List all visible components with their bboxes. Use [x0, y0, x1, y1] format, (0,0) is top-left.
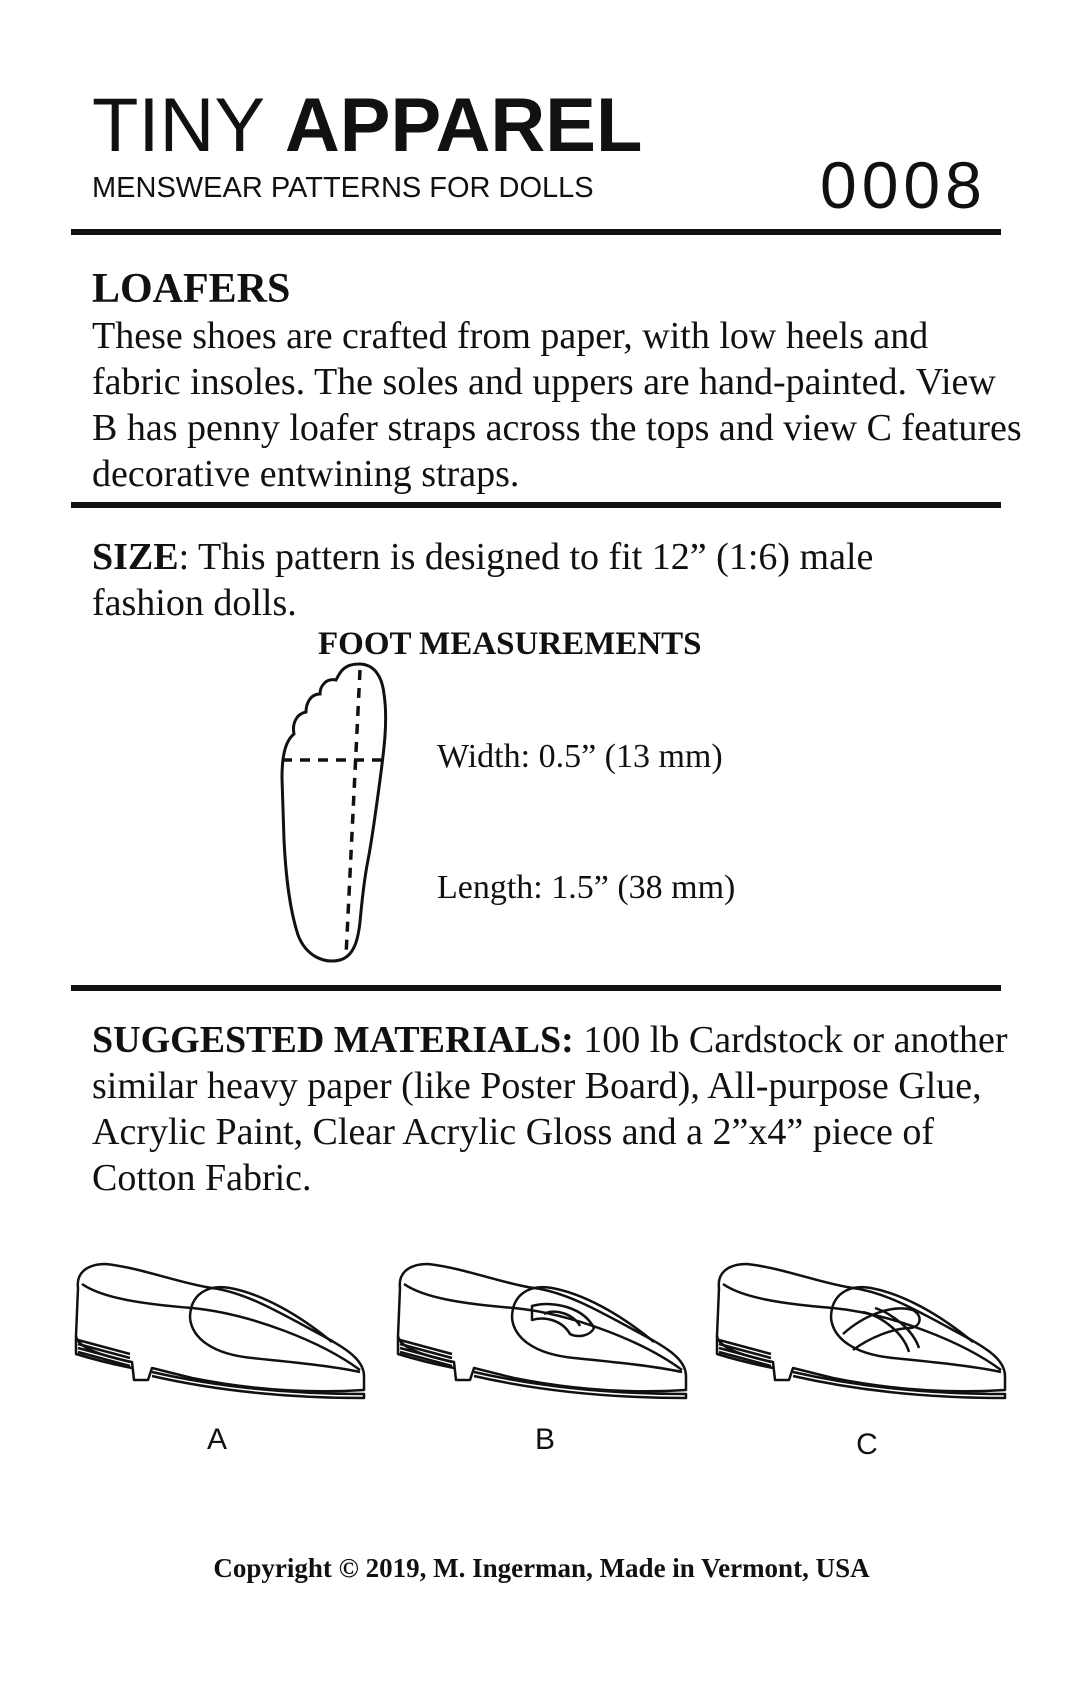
materials-label: SUGGESTED MATERIALS: — [92, 1019, 574, 1061]
brand-subtitle: MENSWEAR PATTERNS FOR DOLLS — [92, 172, 594, 204]
brand-title-bold: APPAREL — [284, 83, 643, 168]
foot-length-measurement: Length: 1.5” (38 mm) — [437, 869, 736, 906]
divider-size — [71, 985, 1001, 991]
foot-outline-icon — [276, 660, 406, 970]
brand-title-light: TINY — [92, 83, 264, 168]
view-label-a: A — [206, 1423, 227, 1456]
materials-section — [92, 1017, 1012, 1201]
view-label-b: B — [534, 1423, 555, 1456]
product-name: LOAFERS — [92, 266, 291, 312]
size-section — [92, 534, 992, 626]
product-description: These shoes are crafted from paper, with low heels and fabric insoles. The soles and uppers are hand-painted. View B has penny loafer straps across the tops and view C features decorative entwining straps. — [92, 315, 1022, 495]
copyright-notice: Copyright © 2019, M. Ingerman, Made in Vermont, USA — [213, 1553, 870, 1583]
plain-loafer-icon — [72, 1258, 372, 1408]
divider-description — [71, 502, 1001, 508]
entwined-strap-loafer-icon — [713, 1258, 1013, 1408]
brand-title — [92, 83, 643, 168]
foot-outline — [282, 664, 386, 961]
size-label: SIZE — [92, 536, 179, 578]
divider-header — [71, 229, 1001, 235]
size-text: : This pattern is designed to fit 12” (1:6) male fashion dolls. — [92, 536, 874, 624]
view-label-c: C — [856, 1428, 878, 1461]
materials-text: 100 lb Cardstock or another similar heavy paper (like Poster Board), All-purpose Glue, Acrylic Paint, Clear Acrylic Gloss and a 2”x4” piece of Cotton Fabric. — [92, 1019, 1008, 1199]
foot-measurements-heading: FOOT MEASUREMENTS — [318, 626, 702, 662]
pattern-number: 0008 — [820, 148, 987, 222]
foot-length-line — [346, 670, 360, 956]
foot-width-measurement: Width: 0.5” (13 mm) — [437, 738, 723, 775]
penny-loafer-icon — [394, 1258, 694, 1408]
